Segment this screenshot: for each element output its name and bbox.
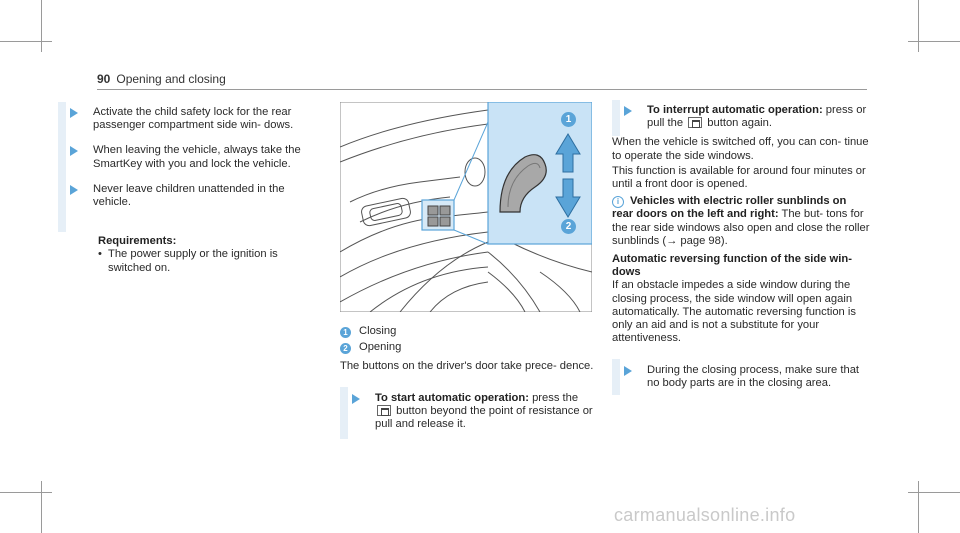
callout-2-icon: 2 — [561, 219, 576, 234]
section-title: Opening and closing — [116, 72, 226, 86]
step-arrow-icon — [624, 366, 632, 376]
door-panel-image — [340, 102, 592, 312]
crop-mark — [41, 0, 42, 52]
legend-opening: 2 Opening — [340, 341, 595, 354]
page-header — [97, 72, 226, 86]
step-item: To interrupt automatic operation: press or pull the button again. — [612, 104, 870, 130]
right-step-2 — [612, 364, 870, 402]
crop-mark — [908, 41, 960, 42]
info-note: i Vehicles with electric roller sunblinds on rear doors on the left and right: The but- tons for the rear side windows also open and close the roller sunblinds (→ page 98). — [612, 195, 870, 247]
page-number: 90 — [97, 72, 111, 86]
step-item: During the closing process, make sure that no body parts are in the closing area. — [612, 364, 870, 390]
window-button-icon — [688, 117, 702, 128]
window-button-icon — [377, 405, 391, 416]
door-illustration — [340, 102, 592, 312]
crop-mark — [918, 0, 919, 52]
step-item: Activate the child safety lock for the rear passenger compartment side win- dows. — [58, 106, 320, 132]
right-column — [612, 104, 870, 345]
step-arrow-icon — [70, 146, 78, 156]
reversing-title: Automatic reversing function of the side win- dows — [612, 253, 852, 279]
requirements-title: Requirements: — [98, 235, 177, 248]
step-arrow-icon — [70, 108, 78, 118]
step-arrow-icon — [70, 185, 78, 195]
info-icon: i — [612, 196, 624, 208]
left-column — [58, 106, 320, 275]
crop-mark — [0, 41, 52, 42]
precedence-paragraph: The buttons on the driver's door take prece- dence. — [340, 360, 594, 373]
watermark: carmanualsonline.info — [614, 505, 796, 525]
step-arrow-icon — [624, 106, 632, 116]
duration-paragraph: This function is available for around four minutes or until a front door is opened. — [612, 164, 866, 191]
requirement-item: • The power supply or the ignition is switched on. — [98, 248, 278, 274]
header-rule — [97, 89, 867, 90]
reversing-paragraph: If an obstacle impedes a side window during the closing process, the side window will open again automatically. The automatic reversing function is only an aid and is not a substitute for your attentiveness. — [612, 279, 856, 345]
continue-paragraph: When the vehicle is switched off, you can con- tinue to operate the side windows. — [612, 136, 869, 162]
step-item: To start automatic operation: press the button beyond the point of resistance or pull and release it. — [340, 392, 595, 432]
crop-mark — [908, 492, 960, 493]
callout-1-icon: 1 — [561, 112, 576, 127]
crop-mark — [41, 481, 42, 533]
crop-mark — [918, 481, 919, 533]
step-item: Never leave children unattended in the vehicle. — [58, 183, 320, 209]
middle-step — [340, 392, 595, 444]
bullet-icon: • — [98, 248, 102, 261]
step-item: When leaving the vehicle, always take the SmartKey with you and lock the vehicle. — [58, 144, 320, 170]
legend-closing: 1 Closing — [340, 325, 595, 338]
middle-column — [340, 325, 595, 374]
crop-mark — [0, 492, 52, 493]
step-arrow-icon — [352, 394, 360, 404]
